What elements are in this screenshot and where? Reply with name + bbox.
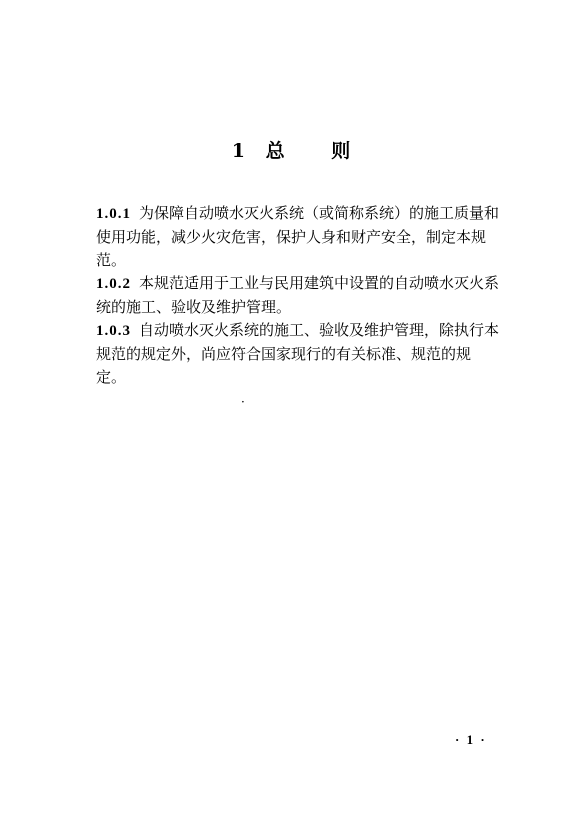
clause-1-0-1	[96, 202, 500, 272]
clause-text: 自动喷水灭火系统的施工、验收及维护管理，除执行本规范的规定外，尚应符合国家现行的有关标准、规范的规定。	[96, 321, 500, 386]
page-number: · 1 ·	[455, 732, 487, 747]
chapter-title	[0, 136, 582, 163]
clause-text: 为保障自动喷水灭火系统（或简称系统）的施工质量和使用功能，减少火灾危害，保护人身和财产安全，制定本规范。	[96, 204, 500, 269]
clause-list	[96, 202, 500, 389]
clause-number: 1.0.3	[96, 323, 131, 339]
clause-1-0-2	[96, 272, 500, 319]
chapter-title-char-2: 则	[331, 140, 351, 162]
clause-number: 1.0.2	[96, 276, 131, 292]
chapter-number: 1	[231, 140, 245, 162]
chapter-title-char-1: 总	[265, 140, 285, 162]
stray-dot-mark: ·	[241, 395, 245, 409]
clause-number: 1.0.1	[96, 206, 131, 222]
clause-text: 本规范适用于工业与民用建筑中设置的自动喷水灭火系统的施工、验收及维护管理。	[96, 274, 500, 316]
clause-1-0-3	[96, 319, 500, 389]
